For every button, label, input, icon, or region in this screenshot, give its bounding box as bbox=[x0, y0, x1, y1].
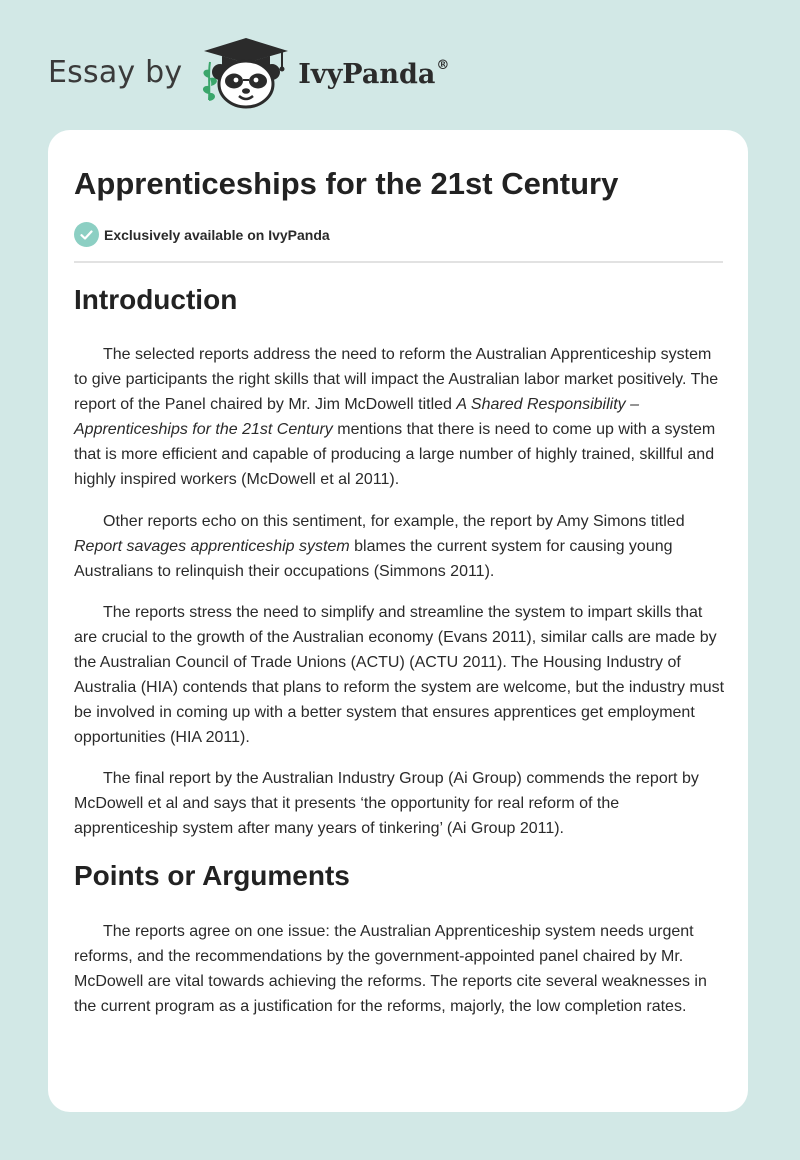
report-title-italic: A Shared Responsibility – Apprenticeships for the 21st Century bbox=[74, 396, 639, 438]
title-divider bbox=[74, 261, 723, 263]
essay-by-label: Essay by bbox=[48, 54, 183, 90]
intro-paragraph-1 bbox=[74, 342, 726, 492]
essay-title: Apprenticeships for the 21st Century bbox=[74, 166, 619, 201]
section-heading-points-or-arguments: Points or Arguments bbox=[74, 860, 350, 891]
check-icon bbox=[74, 222, 99, 247]
registered-mark: ® bbox=[436, 57, 450, 73]
intro-paragraph-3 bbox=[74, 600, 726, 750]
arguments-paragraph-1 bbox=[74, 919, 726, 1019]
paragraph-text: The final report by the Australian Industry Group (Ai Group) commends the report by McDowell et al and says that it presents ‘the opportunity for real reform of the apprenticeship system after many years of tinkering’ (Ai Group 2011). bbox=[74, 770, 699, 837]
paragraph-text: Other reports echo on this sentiment, for example, the report by Amy Simons titled bbox=[103, 513, 685, 530]
report-title-italic: Report savages apprenticeship system bbox=[74, 538, 350, 555]
section-heading-introduction: Introduction bbox=[74, 284, 238, 315]
brand-text: IvyPanda bbox=[298, 58, 436, 90]
intro-paragraph-2 bbox=[74, 509, 726, 584]
brand-name[interactable] bbox=[298, 59, 449, 90]
essay-card bbox=[48, 130, 748, 1112]
intro-paragraph-4 bbox=[74, 766, 726, 841]
panda-graduate-icon[interactable] bbox=[198, 34, 294, 110]
badge-label: Exclusively available on IvyPanda bbox=[104, 226, 330, 243]
paragraph-text: The reports agree on one issue: the Australian Apprenticeship system needs urgent reforms, and the recommendations by the government-appointed panel chaired by Mr. McDowell are vital towards achieving the reforms. The reports cite several weaknesses in the current program as a justification for the reforms, majorly, the low completion rates. bbox=[74, 923, 707, 1015]
paragraph-text: The selected reports address the need to reform the Australian Apprenticeship system to give participants the right skills that will impact the Australian labor market positively. The report of the Panel chaired by Mr. Jim McDowell titled bbox=[74, 346, 719, 413]
paragraph-text: The reports stress the need to simplify and streamline the system to impart skills that are crucial to the growth of the Australian economy (Evans 2011), similar calls are made by the Australian Council of Trade Unions (ACTU) (ACTU 2011). The Housing Industry of Australia (HIA) contends that plans to reform the system are welcome, but the industry must be involved in coming up with a better system that ensures apprentices get employment opportunities (HIA 2011). bbox=[74, 604, 725, 746]
site-header bbox=[48, 34, 449, 110]
paragraph-text: mentions that there is need to come up with a system that is more efficient and capable of producing a large number of highly trained, skillful and highly inspired workers (McDowell et al 2011). bbox=[74, 421, 716, 488]
paragraph-text: blames the current system for causing young Australians to relinquish their occupations (Simmons 2011). bbox=[74, 538, 673, 580]
exclusive-badge bbox=[74, 222, 330, 247]
